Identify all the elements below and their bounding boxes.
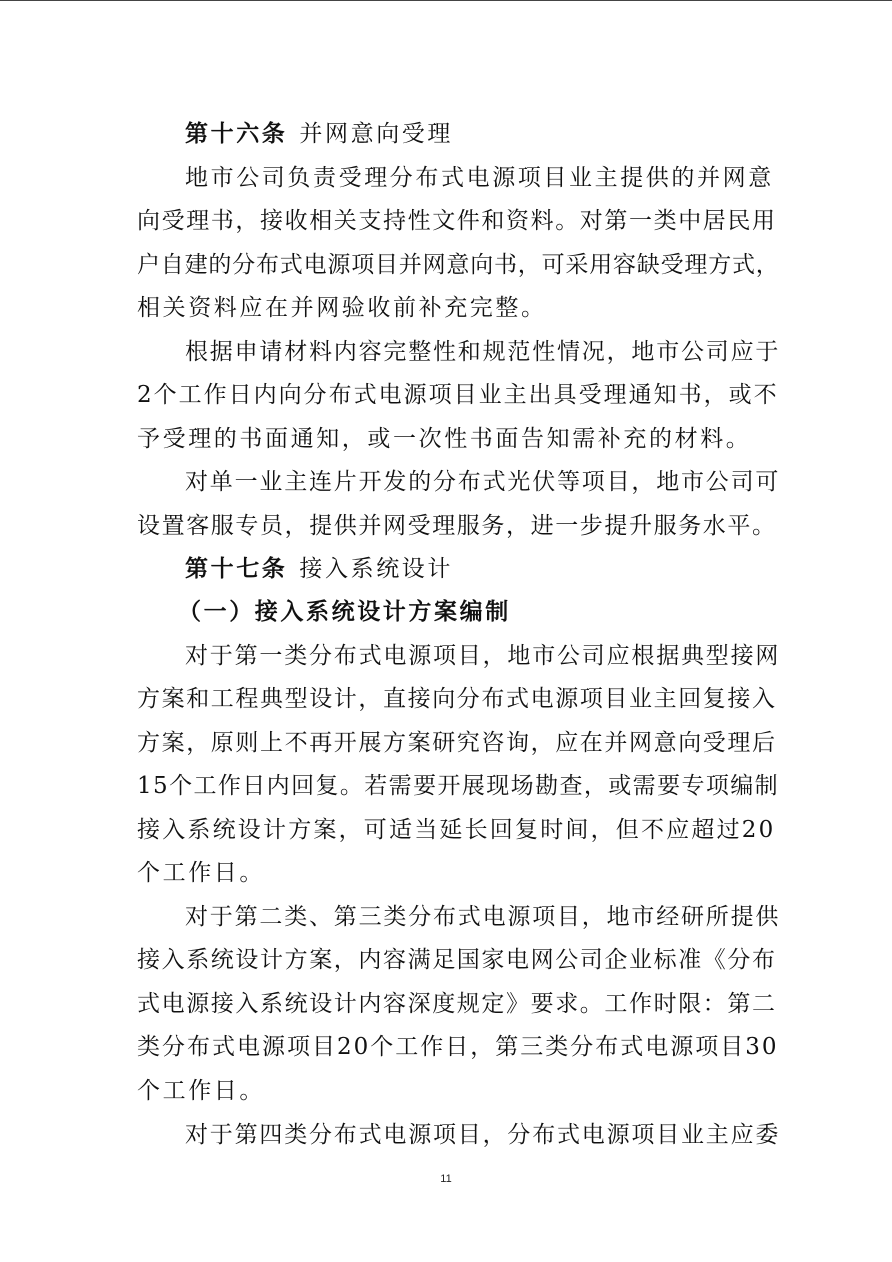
article-17-p1-line-2: 方案和工程典型设计，直接向分布式电源项目业主回复接入 — [137, 686, 777, 712]
article-17-subheading: （一）接入系统设计方案编制 — [178, 598, 511, 625]
article-17-p1-line-1: 对于第一类分布式电源项目，地市公司应根据典型接网 — [185, 643, 781, 669]
article-17-p1-line-6: 个工作日。 — [137, 860, 265, 886]
article-17-label: 第十七条 — [185, 555, 288, 582]
article-16-p3-line-2: 设置客服专员，提供并网受理服务，进一步提升服务水平。 — [137, 513, 777, 539]
article-16-p3-line-1: 对单一业主连片开发的分布式光伏等项目，地市公司可 — [185, 469, 781, 495]
article-17-p2-line-3: 式电源接入系统设计内容深度规定》要求。工作时限：第二 — [137, 991, 777, 1017]
article-16-p2-line-2: 2个工作日内向分布式电源项目业主出具受理通知书，或不 — [137, 382, 779, 408]
article-16-p1-line-2: 向受理书，接收相关支持性文件和资料。对第一类中居民用 — [137, 208, 777, 234]
article-17-p1-line-3: 方案，原则上不再开展方案研究咨询，应在并网意向受理后 — [137, 730, 777, 756]
article-17-title: 接入系统设计 — [299, 556, 454, 582]
article-16-heading — [185, 119, 453, 149]
article-17-heading — [185, 554, 453, 584]
page-number: 11 — [440, 1173, 452, 1185]
article-17-p3-line-1: 对于第四类分布式电源项目，分布式电源项目业主应委 — [185, 1122, 781, 1148]
article-16-p2-line-3: 予受理的书面通知，或一次性书面告知需补充的材料。 — [137, 426, 752, 452]
article-16-p1-line-3: 户自建的分布式电源项目并网意向书，可采用容缺受理方式， — [137, 252, 780, 278]
article-16-p1-line-1: 地市公司负责受理分布式电源项目业主提供的并网意 — [185, 165, 774, 191]
article-17-p2-line-4: 类分布式电源项目20个工作日，第三类分布式电源项目30 — [137, 1034, 779, 1060]
article-16-label: 第十六条 — [185, 120, 288, 147]
article-16-p1-line-4: 相关资料应在并网验收前补充完整。 — [137, 295, 547, 321]
article-16-p2-line-1: 根据申请材料内容完整性和规范性情况，地市公司应于 — [185, 339, 781, 365]
article-17-p2-line-5: 个工作日。 — [137, 1078, 265, 1104]
article-17-p1-line-5: 接入系统设计方案，可适当延长回复时间，但不应超过20 — [137, 817, 776, 843]
article-17-p2-line-1: 对于第二类、第三类分布式电源项目，地市经研所提供 — [185, 904, 781, 930]
article-17-p1-line-4: 15个工作日内回复。若需要开展现场勘查，或需要专项编制 — [137, 773, 780, 799]
article-16-title: 并网意向受理 — [299, 121, 454, 147]
top-border-line — [0, 0, 892, 1]
article-17-p2-line-2: 接入系统设计方案，内容满足国家电网公司企业标准《分布 — [137, 947, 777, 973]
